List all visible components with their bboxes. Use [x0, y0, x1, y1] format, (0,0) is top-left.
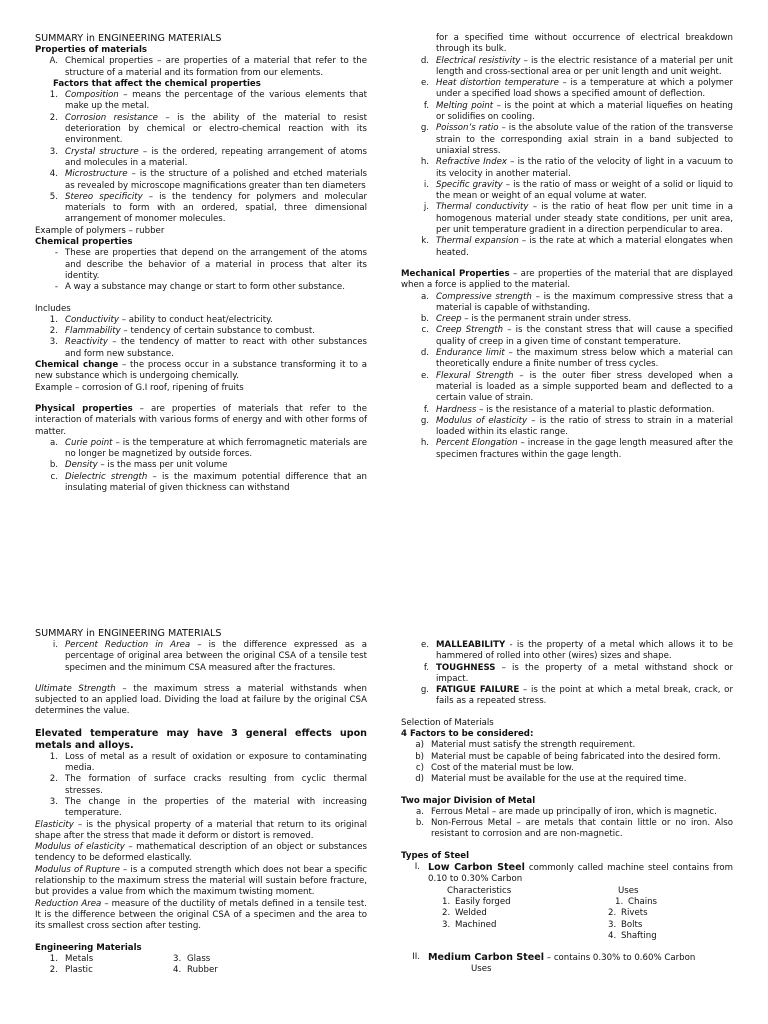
- term: Low Carbon Steel: [428, 862, 525, 874]
- term: MALLEABILITY: [436, 640, 506, 650]
- list-marker: b.: [49, 460, 58, 471]
- list-text: The change in the properties of the material with increasing temperature.: [65, 796, 367, 819]
- includes-list: [35, 315, 367, 360]
- characteristics-label: Characteristics: [447, 885, 512, 896]
- sub-heading: Types of Steel: [401, 850, 470, 861]
- list-marker: 2.: [49, 774, 58, 785]
- definition: – is the mass per unit volume: [97, 460, 228, 471]
- definition: - is the property of a metal which allows it to be hammered of rolled into other (wires) sizes and shape.: [436, 640, 733, 662]
- definition: – is the rate at which a material elongates when heated.: [436, 236, 733, 258]
- list-marker: 2.: [608, 908, 617, 919]
- term: Flammability: [65, 326, 121, 337]
- term: Modulus of Rupture: [35, 864, 120, 875]
- list-text: Material must be capable of being fabricated into the desired form.: [431, 751, 721, 762]
- list-text: [455, 931, 608, 942]
- chemical-change-paragraph: [35, 360, 367, 383]
- list-marker: c.: [50, 471, 58, 482]
- list-marker: i.: [423, 179, 429, 190]
- definition: – means the percentage of the various elements that make up the metal.: [65, 90, 367, 112]
- term: Reduction Area: [35, 898, 102, 909]
- list-marker: 1.: [49, 751, 58, 762]
- steel-table-row: [401, 920, 733, 931]
- list-item: [401, 78, 733, 101]
- ultimate-strength-paragraph: [35, 684, 367, 718]
- selection-label: Selection of Materials: [401, 717, 494, 728]
- term: Corrosion resistance: [65, 112, 158, 123]
- chemical-factors-list: [35, 90, 367, 226]
- list-marker: h.: [420, 157, 429, 168]
- definition: – measure of the ductility of metals defined in a tensile test. It is the difference between the original CSA of a specimen and the area to its smallest cross section after testing.: [35, 898, 367, 932]
- list-item: [401, 202, 733, 236]
- definition: – are properties of materials that refer to the interaction of materials with various forms of energy and with other forms of matter.: [35, 403, 367, 437]
- list-marker: 2.: [49, 965, 58, 976]
- list-item: [401, 774, 733, 785]
- list-item: [401, 640, 733, 663]
- list-marker: I.: [414, 862, 420, 873]
- list-marker: A.: [49, 56, 58, 67]
- steel-table-row: [401, 908, 733, 919]
- term: Poisson’s ratio: [436, 123, 499, 134]
- list-item: [35, 113, 367, 147]
- term: Modulus of elasticity: [436, 415, 528, 426]
- list-marker: 3.: [49, 796, 58, 807]
- list-item: [35, 752, 367, 775]
- list-item: [401, 371, 733, 405]
- list-marker: 4.: [173, 965, 182, 976]
- list-item: [35, 438, 367, 461]
- term: Chemical change: [35, 360, 119, 371]
- term: Crystal structure: [65, 146, 139, 157]
- list-text: A way a substance may change or start to form other substance.: [65, 282, 345, 293]
- mechanical-properties-paragraph: [401, 269, 733, 292]
- metal-division-list: [401, 807, 733, 841]
- list-item: [401, 818, 733, 841]
- list-marker: 3.: [608, 919, 617, 930]
- list-marker: e.: [420, 78, 429, 89]
- list-text: Shafting: [621, 930, 657, 941]
- definition: – the maximum stress below which a material can theoretically endure a finite number of tress cycles.: [436, 348, 733, 370]
- list-marker: 1.: [442, 896, 451, 907]
- list-text: Non-Ferrous Metal – are metals that contain little or no iron. Also resistant to corrosion and are non-magnetic.: [431, 818, 733, 840]
- term: Microstructure: [65, 169, 128, 180]
- list-text: Chains: [628, 896, 658, 907]
- term: Refractive Index: [436, 157, 507, 168]
- list-marker: 5.: [49, 191, 58, 202]
- list-item: [35, 797, 367, 820]
- metal-properties-list: [401, 640, 733, 708]
- list-marker: 3.: [49, 337, 58, 348]
- definition: – is the structure of a polished and etched materials as revealed by microscope magnifications greater than ten diameters: [65, 169, 367, 191]
- list-item: [401, 685, 733, 708]
- list-item: [35, 282, 367, 293]
- list-marker: d.: [420, 55, 429, 66]
- list-marker: -: [54, 282, 58, 293]
- elevated-temperature-list: [35, 752, 367, 820]
- list-item: [35, 248, 367, 282]
- steel-type-item: [401, 952, 733, 964]
- list-item: [35, 640, 367, 674]
- term: Stereo specificity: [65, 191, 143, 202]
- summary-page-2: [0, 628, 768, 1024]
- list-text: Rubber: [187, 965, 218, 976]
- list-marker: -: [54, 248, 58, 259]
- term: Reactivity: [65, 337, 108, 348]
- list-row: [35, 965, 367, 976]
- list-marker: f.: [423, 100, 429, 111]
- list-text: Bolts: [621, 919, 643, 930]
- list-marker: g.: [420, 123, 429, 134]
- list-marker: 4.: [608, 930, 617, 941]
- list-text: Material must satisfy the strength requirement.: [431, 740, 636, 751]
- definition: – is the ability of the material to resist deterioration by chemical or electro-chemical reaction with its environment.: [65, 112, 368, 146]
- term: Percent Reduction in Area: [65, 640, 191, 650]
- term: Curie point: [65, 437, 113, 448]
- list-item: [401, 752, 733, 763]
- list-text: Rivets: [621, 908, 648, 919]
- list-item: [401, 663, 733, 686]
- list-marker: f.: [423, 404, 429, 415]
- list-item: [35, 90, 367, 113]
- list-marker: k.: [421, 236, 429, 247]
- definition: – is the physical property of a material that return to its original shape after the stress that made it deform or distort is removed.: [35, 819, 367, 841]
- steel-type-text: [427, 952, 733, 964]
- list-marker: 1.: [49, 314, 58, 325]
- list-marker: 1.: [615, 896, 624, 907]
- definition: – is the ratio of mass or weight of a solid or liquid to the mean or weight of an equal volume at water.: [436, 179, 733, 202]
- term: Hardness: [436, 404, 477, 415]
- list-text: Chemical properties – are properties of a material that refer to the structure of a material and its formation from our elements.: [65, 56, 367, 78]
- list-text: These are properties that depend on the arrangement of the atoms and describe the behavior of a material in process that alter its identity.: [65, 248, 367, 281]
- definition: – is the tendency for polymers and molecular materials to form with an ordered, spatial, three dimensional arrangement of monomer molecules.: [65, 191, 367, 225]
- definition: – is the maximum potential difference that an insulating material of given thickness can withstand: [65, 471, 367, 493]
- list-marker: e.: [420, 640, 429, 650]
- list-marker: 2.: [49, 326, 58, 337]
- list-marker: c.: [421, 325, 429, 336]
- list-marker: g.: [420, 415, 429, 426]
- term: Dielectric strength: [65, 471, 148, 482]
- list-item: [401, 438, 733, 461]
- definition: – is the ordered, repeating arrangement of atoms and molecules in a material.: [65, 146, 367, 168]
- definition: – is the property of a metal withstand shock or impact.: [436, 662, 733, 684]
- definition: – is the permanent strain under stress.: [461, 314, 632, 325]
- list-marker: f.: [423, 662, 429, 673]
- list-marker: b): [415, 751, 424, 762]
- definition-paragraph: [35, 899, 367, 933]
- definition: – is the resistance of a material to plastic deformation.: [476, 404, 715, 415]
- list-item: [35, 337, 367, 360]
- page2-right-column: [401, 628, 733, 976]
- list-item: [35, 56, 367, 79]
- definition: – is the absolute value of the ration of the transverse strain to the corresponding axial strain in a band subjected to uniaxial stress.: [436, 123, 733, 156]
- definition: – contains 0.30% to 0.60% Carbon: [544, 953, 696, 964]
- definition-paragraph: [35, 842, 367, 865]
- page-title: SUMMARY in ENGINEERING MATERIALS: [35, 628, 222, 639]
- page2-left-column: [35, 628, 367, 976]
- list-item: [35, 460, 367, 471]
- list-row: [35, 954, 367, 965]
- list-item: [401, 763, 733, 774]
- definition: – is the constant stress that will cause a specified quality of creep in a given time of constant temperature.: [436, 325, 733, 347]
- list-marker: a): [415, 740, 424, 751]
- list-text: Glass: [187, 953, 211, 964]
- definition: – is a computed strength which does not bear a specific relationship to the maximum stress the material will sustain before fracture, but provides a value from which the maximum twisting moment.: [35, 864, 367, 898]
- steel-table-row: [401, 931, 733, 942]
- term: Density: [65, 460, 98, 471]
- list-item: [35, 169, 367, 192]
- term: Specific gravity: [436, 179, 503, 190]
- list-item: [35, 774, 367, 797]
- term: Conductivity: [65, 314, 120, 325]
- list-item: [401, 416, 733, 439]
- list-item: [401, 292, 733, 315]
- list-text: Plastic: [65, 965, 93, 976]
- list-marker: 4.: [49, 169, 58, 180]
- definition: – tendency of certain substance to combust.: [120, 326, 315, 337]
- definition-paragraph: [35, 820, 367, 843]
- term: Flexural Strength: [436, 370, 514, 381]
- definition: – is a temperature at which a polymer under a specified load shows a specified amount of deflection.: [436, 78, 733, 100]
- steel-table-row: [401, 897, 733, 908]
- steel-type-text: [427, 862, 733, 886]
- list-marker: II.: [412, 952, 420, 963]
- summary-page-1: [0, 33, 768, 538]
- definition: – increase in the gage length measured after the specimen fractures within the gage length.: [436, 438, 733, 460]
- list-text: Loss of metal as a result of oxidation or exposure to contaminating media.: [65, 751, 367, 774]
- physical-properties-paragraph: [35, 404, 367, 438]
- definition: – is the difference expressed as a percentage of original area between the original CSA of a tensile test specimen and the minimum CSA measured after the fractures.: [65, 640, 367, 673]
- list-marker: 1.: [49, 90, 58, 101]
- term: Melting point: [436, 100, 494, 111]
- list-marker: 3.: [442, 919, 451, 930]
- term: Thermal expansion: [436, 236, 519, 247]
- term: Heat distortion temperature: [436, 78, 559, 89]
- definition: – the tendency of matter to react with other substances and form new substance.: [65, 337, 367, 359]
- term: Thermal conductivity: [436, 202, 529, 213]
- includes-label: Includes: [35, 303, 71, 314]
- example-text: Example – corrosion of G.I roof, ripening of fruits: [35, 382, 244, 393]
- list-item: [35, 472, 367, 495]
- definition: – is the outer fiber stress developed when a material is loaded as a simple supported beam and deflected to a certain value of strain.: [436, 370, 733, 404]
- list-text: Cost of the material must be low.: [431, 762, 574, 773]
- term: Creep: [436, 314, 462, 325]
- term: Percent Elongation: [436, 438, 518, 449]
- list-marker: a.: [50, 437, 58, 448]
- list-marker: g.: [420, 685, 429, 696]
- list-text: Material must be available for the use at the required time.: [431, 774, 687, 785]
- list-item: [401, 740, 733, 751]
- definition: commonly called machine steel contains from 0.10 to 0.30% Carbon: [428, 863, 733, 885]
- list-marker: e.: [420, 370, 429, 381]
- term: Electrical resistivity: [436, 55, 521, 66]
- definition: – are properties of the material that are displayed when a force is applied to the material.: [401, 268, 733, 291]
- sub-heading: 4 Factors to be considered:: [401, 729, 534, 740]
- sub-heading: Factors that affect the chemical properties: [53, 78, 261, 89]
- term: Ultimate Strength: [35, 683, 116, 694]
- definition: – the maximum stress a material withstands when subjected to an applied load. Dividing the load at failure by the original CSA determines the value.: [35, 683, 367, 717]
- term: FATIGUE FAILURE: [436, 685, 520, 696]
- steel-table-header: [401, 886, 733, 897]
- uses-label: Uses: [471, 964, 492, 975]
- list-item: [401, 314, 733, 325]
- physical-properties-list: [35, 438, 367, 494]
- list-marker: b.: [420, 314, 429, 325]
- list-item: [401, 325, 733, 348]
- list-item: [401, 807, 733, 818]
- list-text: The formation of surface cracks resulting from cyclic thermal stresses.: [65, 774, 367, 796]
- term: Endurance limit: [436, 348, 505, 359]
- list-marker: i.: [52, 640, 58, 650]
- list-item: [35, 192, 367, 226]
- chemical-properties-list: [35, 248, 367, 293]
- term: Composition: [65, 90, 119, 101]
- list-marker: d): [415, 774, 424, 785]
- term: Elasticity: [35, 819, 74, 830]
- page1-left-column: [35, 33, 367, 494]
- list-marker: c): [415, 762, 424, 773]
- definition: – is the point at which a metal break, crack, or fails as a repeated stress.: [436, 685, 733, 707]
- list-marker: 3.: [173, 953, 182, 964]
- list-item: [35, 326, 367, 337]
- list-text: Welded: [455, 908, 487, 919]
- steel-type-item: [401, 862, 733, 886]
- definition: – is the ratio of heat flow per unit time in a homogenous material under steady state conditions, per unit area, per unit temperature gradient in a direction perpendicular to area.: [436, 202, 734, 236]
- list-text: Machined: [455, 919, 497, 930]
- mechanical-properties-list: [401, 292, 733, 461]
- page1-right-column: [401, 33, 733, 461]
- list-marker: j.: [423, 202, 429, 213]
- list-item: [401, 56, 733, 79]
- section-heading: Elevated temperature may have 3 general effects upon metals and alloys.: [35, 727, 367, 751]
- list-item: [401, 348, 733, 371]
- definition: – is the maximum compressive stress that a material is capable of withstanding.: [436, 291, 733, 313]
- term: Creep Strength: [436, 325, 504, 336]
- list-marker: 2.: [442, 908, 451, 919]
- definition: – mathematical description of an object or substances tendency to be deformed elastically.: [35, 842, 367, 864]
- list-item: [35, 147, 367, 170]
- term: Mechanical Properties: [401, 268, 510, 279]
- definition: – ability to conduct heat/electricity.: [119, 314, 273, 325]
- list-marker: 2.: [49, 112, 58, 123]
- list-item: [35, 315, 367, 326]
- physical-properties-list-continued: [401, 56, 733, 259]
- continued-text: for a specified time without occurrence of electrical breakdown through its bulk.: [436, 33, 733, 55]
- list-text: Ferrous Metal – are made up principally of iron, which is magnetic.: [431, 806, 717, 817]
- definition: – is the point at which a material liquefies on heating or solidifies on cooling.: [436, 100, 733, 123]
- list-item: [401, 180, 733, 203]
- list-item: [401, 101, 733, 124]
- list-marker: a.: [416, 806, 424, 817]
- term: Compressive strength: [436, 291, 532, 302]
- list-marker: a.: [421, 291, 429, 302]
- term: TOUGHNESS: [436, 662, 496, 673]
- list-marker: 1.: [49, 953, 58, 964]
- sub-heading: Engineering Materials: [35, 942, 142, 953]
- definition: – is the electric resistance of a material per unit length and cross-sectional area or per unit length and unit weight.: [436, 55, 733, 77]
- selection-factors-list: [401, 740, 733, 785]
- list-text: Easily forged: [455, 896, 511, 907]
- uses-label: Uses: [618, 885, 639, 896]
- section-heading: Properties of materials: [35, 45, 148, 55]
- page-title: SUMMARY in ENGINEERING MATERIALS: [35, 33, 222, 44]
- list-item: [401, 157, 733, 180]
- term: Modulus of elasticity: [35, 842, 125, 853]
- list-marker: 3.: [49, 146, 58, 157]
- term: Physical properties: [35, 403, 133, 414]
- list-item: [401, 405, 733, 416]
- list-item: [401, 123, 733, 157]
- list-text: Metals: [65, 953, 94, 964]
- sub-heading: Two major Division of Metal: [401, 795, 536, 806]
- list-marker: d.: [420, 348, 429, 359]
- definition: – is the ratio of stress to strain in a material loaded within its elastic range.: [436, 415, 733, 438]
- list-marker: h.: [420, 438, 429, 449]
- definition-paragraph: [35, 865, 367, 899]
- definition: – is the temperature at which ferromagnetic materials are no longer be magnetized by outside forces.: [65, 437, 368, 460]
- list-marker: [442, 931, 455, 942]
- sub-heading: Chemical properties: [35, 237, 133, 248]
- definition: – is the ratio of the velocity of light in a vacuum to its velocity in another material.: [436, 157, 733, 179]
- list-marker: b.: [415, 818, 424, 829]
- term: Medium Carbon Steel: [428, 952, 545, 964]
- list-item: [401, 236, 733, 259]
- definition: – the process occur in a substance transforming it to a new substance which is undergoing chemically.: [35, 360, 367, 382]
- example-text: Example of polymers – rubber: [35, 225, 165, 236]
